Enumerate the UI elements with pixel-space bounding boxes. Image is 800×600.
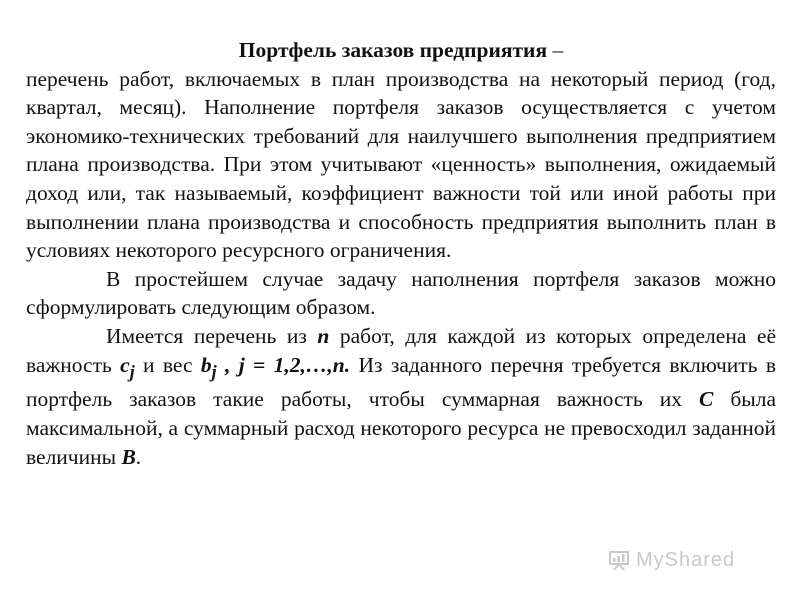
watermark: [608, 546, 770, 574]
var-b-subscript: j: [211, 360, 217, 381]
var-c: [120, 352, 135, 381]
index-range: , j = 1,2,…,n.: [216, 352, 351, 377]
slide-text: [26, 36, 776, 471]
problem-paragraph: [26, 322, 776, 471]
title-line: [26, 36, 776, 65]
problem-text-4: Из заданного перечня требуется включить в портфель заказов такие работы, чтобы суммарная важность их: [26, 352, 776, 412]
var-c-symbol: c: [120, 352, 130, 377]
intro-paragraph: В простейшем случае задачу наполнения портфеля заказов можно сформулировать следующим образом.: [26, 266, 776, 320]
var-b: [200, 352, 217, 381]
var-B: B: [121, 444, 136, 469]
var-n: n: [317, 323, 330, 348]
problem-text-3: и вес: [134, 352, 201, 377]
slide-title: Портфель заказов предприятия: [238, 38, 548, 62]
problem-text-1: Имеется перечень из: [106, 323, 318, 348]
problem-text-5: была максимальной, а суммарный расход некоторого ресурса не превосходил заданной величины: [26, 387, 777, 469]
definition-paragraph: перечень работ, включаемых в план производства на некоторый период (год, квартал, месяц). Наполнение портфеля заказов осуществляется с учетом экономико-технических требований для наилучшего выполнения предприятием плана производства. При этом учитывают «ценность» выполнения, ожидаемый доход или, так называемый, коэффициент важности той или иной работы при выполнении плана производства и способность предприятия выполнить план в условиях некоторого ресурсного ограничения.: [26, 66, 776, 263]
problem-text-6: .: [135, 444, 142, 469]
title-dash: –: [547, 38, 564, 62]
var-b-symbol: b: [200, 352, 212, 377]
watermark-label: MyShared: [636, 548, 736, 571]
var-C: C: [698, 387, 714, 412]
var-c-subscript: j: [129, 360, 135, 381]
problem-text-2: работ, для каждой из которых определена её важность: [26, 323, 777, 377]
presentation-icon: [608, 549, 630, 571]
